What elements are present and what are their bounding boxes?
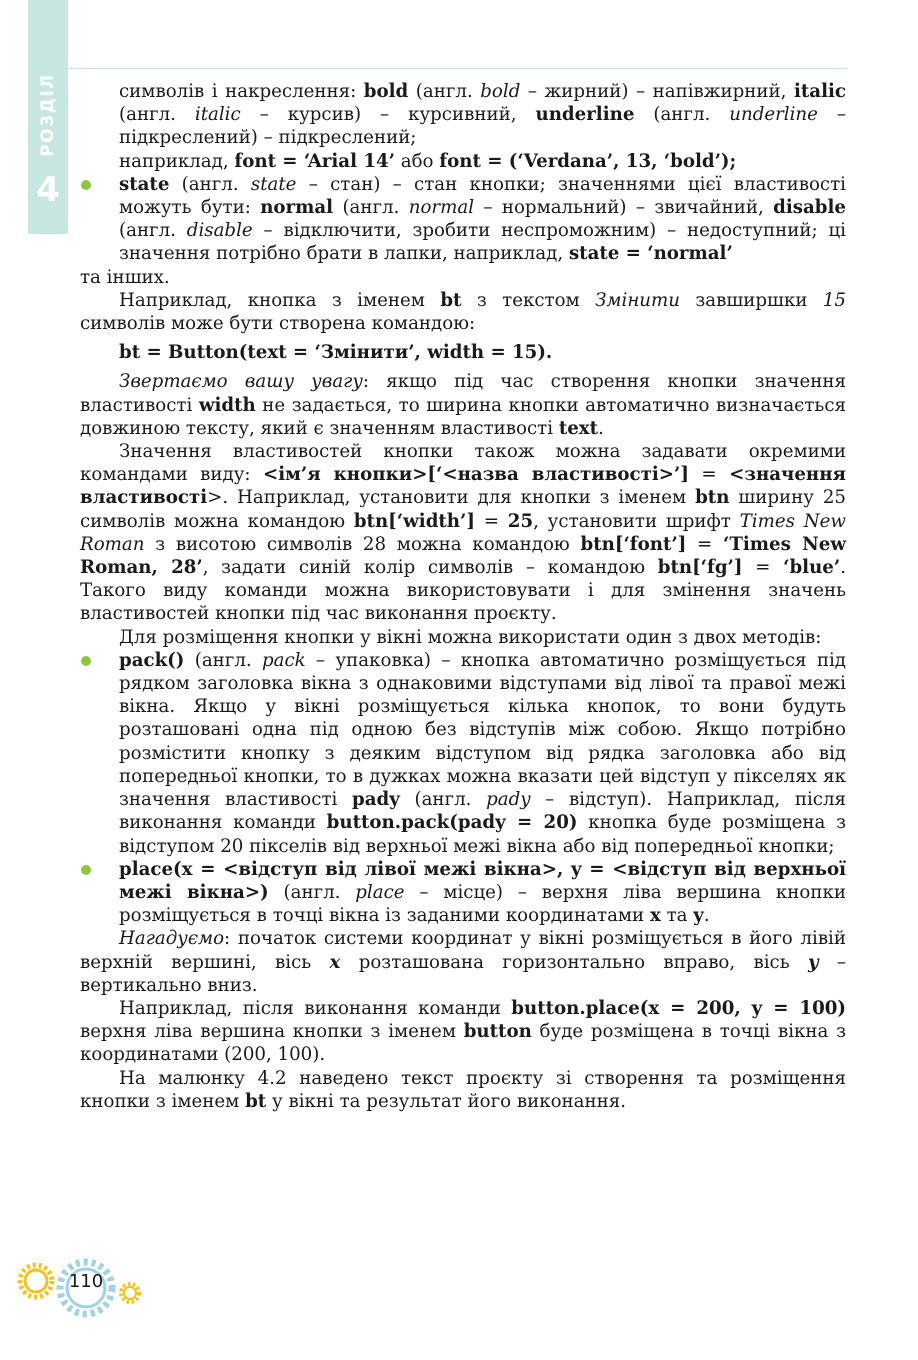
text-run: normal [408,197,475,219]
text-run: верхня ліва вершина кнопки з іменем [80,1021,464,1043]
text-run: . Такого виду команди можна використовувати і для змінення значень властивостей кнопки під час виконання проєкту. [80,557,846,625]
text-run: 25 [507,510,534,532]
bullet-dot [81,865,91,875]
text-run: width [198,394,256,416]
text-run: ширину 25 символів можна командою [80,487,846,532]
code-line [80,341,846,364]
text-run: з текстом [461,289,596,311]
text-run: text [558,417,599,439]
text-run: disable [773,197,846,219]
text-run: (англ. [333,197,409,219]
text-run: button [463,1021,532,1043]
text-run: Звертаємо вашу увагу [119,371,363,393]
text-run: button.place(x = 200, y = 100) [511,997,846,1019]
text-run: з висотою символів 28 можна командою [144,533,581,555]
text-run: Наприклад, кнопка з іменем [119,289,441,311]
text-run: – курсив) – курсивний, [240,104,536,126]
text-run: (англ. [268,881,356,903]
text-run: btn[‘fg’] [657,557,743,579]
text-run: та інших. [80,266,170,288]
text-run: bt [440,289,462,311]
text-run: – відступ). Наприклад, після виконання команди [119,789,846,834]
text-run: btn[‘font’] [580,533,687,555]
text-run: state [250,173,297,195]
text-run: btn[‘width’] [353,510,475,532]
text-run: (англ. [119,104,195,126]
paragraph [80,626,846,649]
text-run: Times New Roman [80,510,846,555]
text-run: символів може бути створена командою: [80,313,476,335]
text-run: . [598,417,604,439]
text-run: , установити шрифт [533,510,740,532]
text-run: – нормальний) – звичайний, [474,197,774,219]
paragraph [80,150,846,173]
text-run: = [686,533,724,555]
text-run: italic [194,104,241,126]
text-run: На малюнку 4.2 наведено текст проєкту зі створення та розміщення кнопки з іменем [80,1067,846,1112]
text-run: place [355,881,405,903]
text-run: y [807,951,819,973]
text-run: , задати синій колір символів – командою [202,557,658,579]
text-run: кнопка буде розміщена з відступом 20 пікселів від верхньої межі вікна або від попередньої кнопки; [119,812,846,857]
text-run: italic [793,81,846,102]
text-run: x [329,951,341,973]
text-run: 15 [822,289,846,311]
text-run: не задається, то ширина кнопки автоматично визначається довжиною тексту, який є значенням властивості [80,394,846,439]
text-run: y [693,905,704,927]
text-run: btn [695,487,730,509]
text-run: – місце) – верхня ліва вершина кнопки розміщується в точці вікна із заданими координатами [119,881,846,927]
text-run: – підкреслений) – підкреслений; [119,104,846,149]
text-run: bt [245,1090,267,1112]
text-run: розташована горизонтально вправо, вісь [340,951,808,973]
bullet-item-place [80,858,846,928]
text-run: – упаковка) – кнопка автоматично розміщується під рядком заголовка вікна з однаковими відступами від лівої та правої межі вікна. Якщо у вікні розміщується кілька кнопок, то вони будуть розташовані одна під одною без відступів між собою. Якщо потрібно розмістити кнопку з деяким відступом від рядка заголовка або від попередньої кнопки, то в дужках можна вказати цей відступ у пікселях як значення властивості [119,649,846,811]
text-run: або [394,150,440,172]
text-run: font = ‘Arial 14’ [234,150,395,172]
text-run: – вертикально вниз. [80,951,846,996]
text-run: – відключити, зробити неспроможним) – недоступний; ці значення потрібно брати в лапки, наприклад, [119,220,846,265]
text-run: Значення властивостей кнопки також можна задавати окремими командами виду: [80,441,846,486]
paragraph [80,1067,846,1113]
chapter-tab [28,0,68,234]
text-run: >. Наприклад, установити для кнопки з іменем [207,487,696,509]
text-run: : якщо під час створення кнопки значення властивості [80,371,846,416]
text-run: <значення властивості [80,464,846,509]
text-run: (англ. [119,220,187,242]
text-run: state [119,173,170,195]
text-run: x [649,905,661,927]
bullet-dot [81,180,91,190]
text-run: button.pack(pady = 20) [326,812,578,834]
text-run: bold [480,81,521,102]
text-run: (англ. [634,104,730,126]
chapter-tab-word: РОЗДІЛ [38,73,59,157]
text-run: pack() [119,649,185,671]
chapter-number: 4 [36,170,60,210]
text-run: та [660,905,694,927]
reminder-paragraph [80,927,846,997]
paragraph [80,266,846,289]
text-run: – жирний) – напівжирний, [520,81,794,102]
paragraph [80,289,846,335]
text-run: pady [352,789,400,811]
text-run: (англ. [169,173,251,195]
text-run: bt = Button(text = ‘Змінити’, width = 15). [119,342,553,364]
text-run: bold [363,81,409,102]
text-run: символів і накреслення: [119,81,364,102]
bullet-dot [81,656,91,666]
small-yellow-gear-icon [121,1284,139,1302]
text-run: font = (‘Verdana’, 13, ‘bold’); [439,150,737,172]
bullet-item-pack [80,649,846,858]
text-run: Нагадуємо [119,928,225,950]
text-run: = [742,557,784,579]
text-run: буде розміщена в точці вікна з координатами (200, 100). [80,1021,847,1066]
page-number: 110 [68,1271,104,1292]
text-run: state = ‘normal’ [568,243,733,265]
text-run: (англ. [408,81,481,102]
text-run: = [474,510,508,532]
text-run: : початок системи координат у вікні розміщується в його лівій верхній вершині, вісь [80,928,846,973]
text-run: ‘Times New Roman, 28’ [80,533,846,579]
paragraph [80,80,846,150]
text-run: Змінити [595,289,680,311]
text-run: disable [186,220,253,242]
text-run: . [703,905,710,927]
text-run: pady [486,789,531,811]
text-run: – стан) – стан кнопки; значеннями цієї властивості можуть бути: [119,173,846,219]
text-run: Для розміщення кнопки у вікні можна використати один з двох методів: [119,626,822,648]
text-run: ‘blue’ [783,557,841,579]
text-run: normal [260,197,334,219]
paragraph [80,370,846,440]
yellow-gear-icon [20,1265,52,1297]
bullet-item-state [80,173,846,266]
text-run: place(x = <відступ від лівої межі вікна>, y = <відступ від верхньої межі вікна>) [119,858,846,903]
paragraph [80,440,846,626]
text-run: (англ. [399,789,487,811]
header-rule [68,68,848,69]
text-run: = [689,464,730,486]
text-run: <ім’я кнопки>[‘<назва властивості>’] [262,464,689,486]
text-run: Наприклад, після виконання команди [119,997,512,1019]
paragraph [80,997,846,1067]
text-run: pack [262,649,306,671]
page-body [80,80,846,1113]
text-run: наприклад, [119,150,235,172]
text-run: underline [535,104,635,126]
text-run: завширшки [679,289,823,311]
text-run: (англ. [184,649,262,671]
text-run: underline [729,104,818,126]
text-run: у вікні та результат його виконання. [266,1090,627,1112]
